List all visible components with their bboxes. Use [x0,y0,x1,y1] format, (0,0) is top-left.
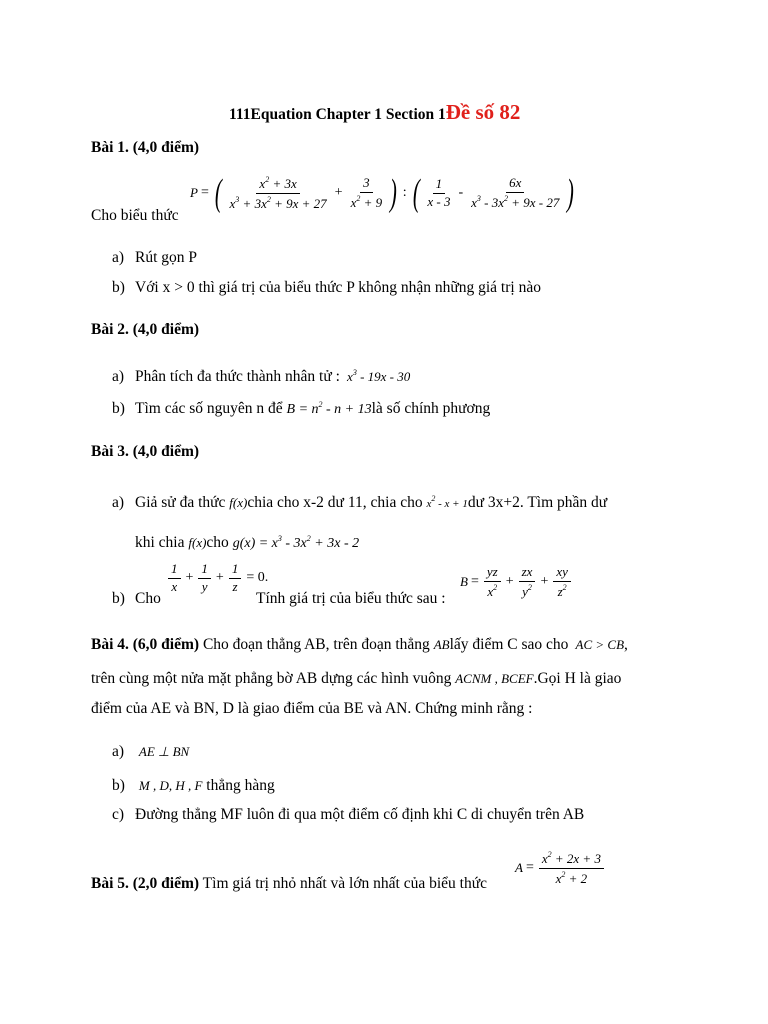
bai2-item-b: b) Tìm các số nguyên n để $B = n^2 - n$ + 13là số chính phương [112,400,491,417]
bai3-item-b-text: Tính giá trị của biểu thức sau : [256,590,446,607]
bai4-line3: điểm của AE và BN, D là giao điểm của BE và AN. Chứng minh rằng : [91,700,533,717]
condition-sum-reciprocals: $\frac{1}{x}$ + $\frac{1}{y}$ + $\frac{1}{z}$ = 0. [166,562,271,595]
bai3-heading: Bài 3. (4,0 điểm) [91,443,200,460]
bai3-item-a: a) Giả sử đa thức f(x)chia cho x-2 dư 11, chia cho $x^2$ - x + 1dư 3x+2. Tìm phần dư [112,494,608,511]
poly-factor-expr: $x^3 - 19x - 30$ [343,368,411,384]
bai5-line: Bài 5. (2,0 điểm) Tìm giá trị nhỏ nhất và lớn nhất của biểu thức [91,875,487,892]
bai1-item-a: a) Rút gọn P [112,249,198,266]
bai4-item-b: b) M , D, H , F thẳng hàng [112,777,275,794]
formula-a: A = $\frac{x^2 + 2x + 3}{x^2 + 2}$ [515,850,606,887]
bai3-item-b: b) Cho [112,590,161,607]
bai2-item-a: a) Phân tích đa thức thành nhân tử : $x^3 - 19x - 30$ [112,368,411,385]
bai1-intro: Cho biểu thức [91,207,179,224]
exam-title: Đề số 82 [445,100,521,124]
bai4-item-c: c) Đường thẳng MF luôn đi qua một điểm cố định khi C di chuyển trên AB [112,806,585,823]
bai4-item-a: a) AE ⊥ BN [112,743,190,760]
bai1-item-b: b) Với x > 0 thì giá trị của biểu thức P không nhận những giá trị nào [112,279,541,296]
bai4-line2: trên cùng một nửa mặt phẳng bờ AB dựng các hình vuông ACNM , BCEF.Gọi H là giao [91,670,622,687]
bai2-heading: Bài 2. (4,0 điểm) [91,321,200,338]
formula-p: P = ( $\frac{x^2 + 3x}{x^3 + 3x^2 + 9x + 27}$ + $\frac{3}{x^2 + 9}$ ) : ( $\frac{1}{x - 3}$ - $\frac{6x}{x^3 - 3x^2 + 9x - 27}$ ) [190,172,575,214]
bai1-heading: Bài 1. (4,0 điểm) [91,139,200,156]
equation-prefix: 111Equation Chapter 1 Section 1 [229,106,446,123]
bai3-item-a-cont: khi chia f(x)cho $g(x) = x^3 - 3x^2 + 3x - 2$ [135,534,360,551]
document-header [229,100,520,125]
bai4-line1: Bài 4. (6,0 điểm) Cho đoạn thẳng AB, trên đoạn thẳng ABlấy điểm C sao cho AC > CB, [91,636,628,653]
expr-b-n: $B = n^2 - n + 13$ [286,400,372,417]
formula-b: B = $\frac{yz}{x^2}$ + $\frac{zx}{y^2}$ + $\frac{xy}{z^2}$ [460,565,573,600]
